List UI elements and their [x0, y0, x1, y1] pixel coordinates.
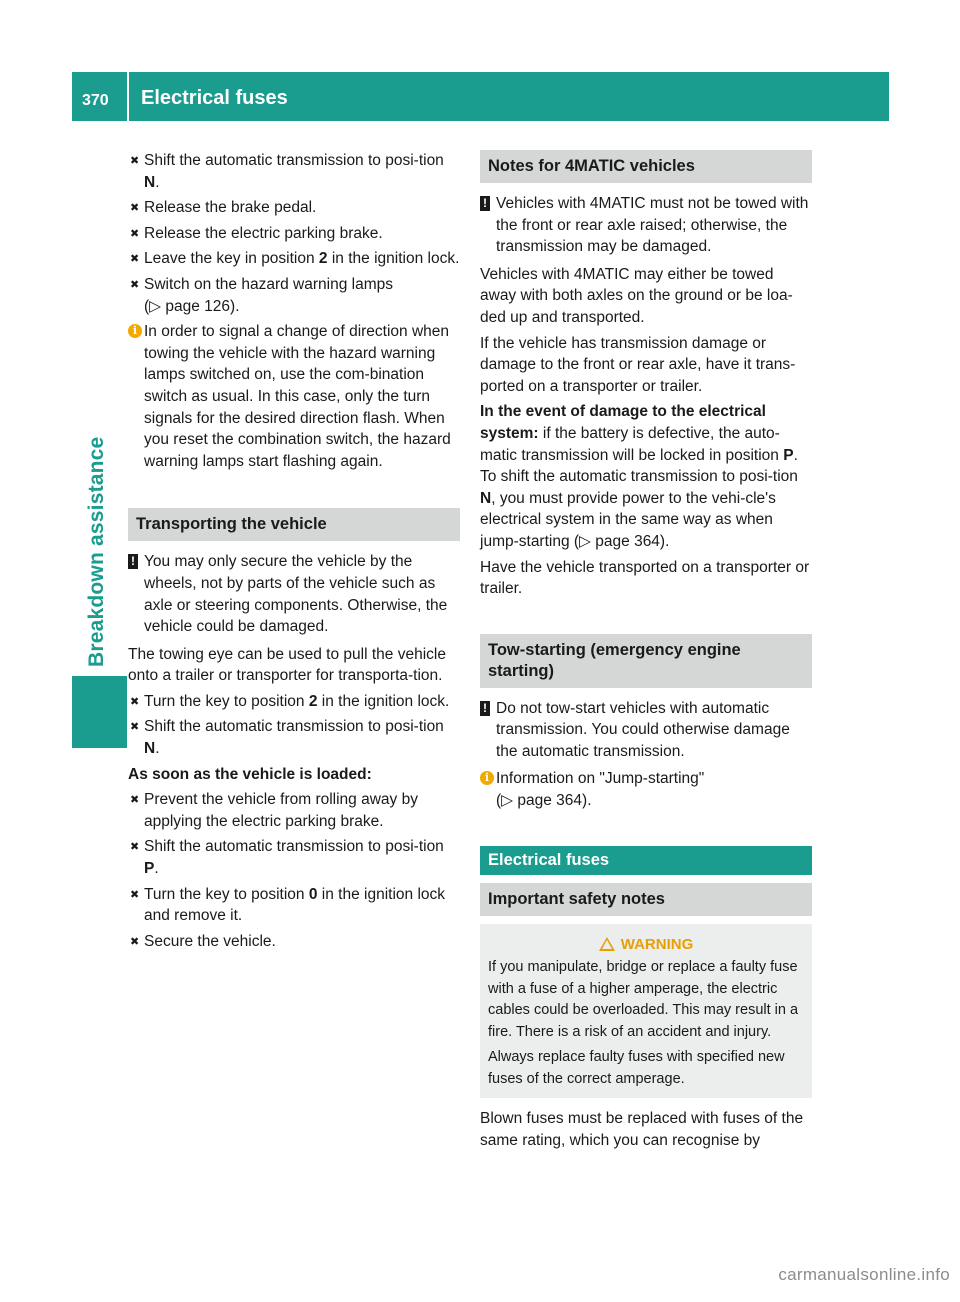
step-item: ✖ Turn the key to position 0 in the ignition lock and remove it. — [130, 885, 446, 925]
info-note: i Information on "Jump-starting" (▷ page 364). — [480, 768, 812, 811]
section-heading-transport: Transporting the vehicle — [128, 508, 460, 541]
page-title: Electrical fuses — [141, 87, 288, 109]
side-tab-marker — [72, 676, 127, 748]
watermark: carmanualsonline.info — [778, 1265, 950, 1285]
subheading-loaded: As soon as the vehicle is loaded: — [128, 765, 372, 783]
warning-heading: WARNING — [488, 934, 804, 956]
header-divider — [127, 72, 129, 121]
page-reference-link[interactable]: (▷ page 126). — [144, 297, 240, 315]
step-arrow-icon: ✖ — [130, 721, 140, 734]
step-arrow-icon: ✖ — [130, 695, 140, 708]
paragraph: If the vehicle has transmission damage or damage to the front or rear axle, have it trans-ported on a transporter or trailer. — [480, 334, 796, 395]
step-item: ✖ Shift the automatic transmission to posi-tion P. — [130, 838, 444, 878]
left-column — [128, 150, 460, 956]
step-arrow-icon: ✖ — [130, 202, 140, 215]
warning-text: If you manipulate, bridge or replace a faulty fuse with a fuse of a higher amperage, the electric cables could be overloaded. This may result in a fire. There is a risk of an accident and injury. — [488, 959, 799, 1040]
step-item: ✖ Leave the key in position 2 in the ignition lock. — [128, 248, 460, 270]
info-icon: i — [480, 771, 494, 785]
caution-note: ! Vehicles with 4MATIC must not be towed with the front or rear axle raised; otherwise, the transmission may be damaged. — [480, 193, 812, 258]
paragraph: Blown fuses must be replaced with fuses of the same rating, which you can recognise by — [480, 1110, 804, 1149]
warning-text: Always replace faulty fuses with specified new fuses of the correct amperage. — [488, 1049, 785, 1087]
step-arrow-icon: ✖ — [130, 888, 140, 901]
paragraph: Have the vehicle transported on a transporter or trailer. — [480, 558, 810, 598]
caution-note: ! Do not tow-start vehicles with automatic transmission. You could otherwise damage the automatic transmission. — [480, 698, 812, 763]
step-arrow-icon: ✖ — [130, 935, 140, 948]
info-note: i In order to signal a change of direction when towing the vehicle with the hazard warning lamps switched on, use the com-bination switch as usual. In this case, only the turn signals for the desired direction flash. When you reset the combination switch, the hazard warning lamps start flashing again. — [128, 321, 460, 472]
paragraph: Vehicles with 4MATIC may either be towed away with both axles on the ground or be loa-ded up and transported. — [480, 265, 793, 326]
step-arrow-icon: ✖ — [130, 794, 140, 807]
step-item: ✖ Secure the vehicle. — [128, 931, 460, 953]
info-icon: i — [128, 324, 142, 338]
step-arrow-icon: ✖ — [130, 278, 140, 291]
exclamation-icon: ! — [480, 196, 490, 211]
section-heading-4matic: Notes for 4MATIC vehicles — [480, 150, 812, 183]
step-arrow-icon: ✖ — [130, 253, 140, 266]
step-item: ✖ Release the brake pedal. — [128, 197, 460, 219]
paragraph: The towing eye can be used to pull the vehicle onto a trailer or transporter for transporta-tion. — [128, 645, 446, 685]
page-number: 370 — [82, 92, 109, 109]
warning-triangle-icon — [599, 937, 615, 951]
right-column — [480, 150, 812, 1155]
warning-box — [480, 924, 812, 1099]
exclamation-icon: ! — [128, 554, 138, 569]
step-item: ✖ Shift the automatic transmission to posi-tion N. — [130, 152, 444, 191]
page-reference-link[interactable]: (▷ page 364). — [496, 792, 592, 810]
exclamation-icon: ! — [480, 701, 490, 716]
section-heading-tow-starting: Tow-starting (emergency engine starting) — [480, 634, 812, 688]
caution-note: ! You may only secure the vehicle by the wheels, not by parts of the vehicle such as axle or steering components. Otherwise, the vehicle could be damaged. — [128, 551, 460, 637]
step-item: ✖ Switch on the hazard warning lamps (▷ page 126). — [130, 275, 393, 315]
step-item: ✖ Release the electric parking brake. — [128, 223, 460, 245]
side-tab-text: Breakdown assistance — [85, 436, 108, 667]
step-item: ✖ Prevent the vehicle from rolling away by applying the electric parking brake. — [130, 791, 418, 830]
step-item: ✖ Shift the automatic transmission to posi-tion N. — [130, 718, 444, 758]
section-heading-safety-notes: Important safety notes — [480, 883, 812, 916]
step-item: ✖ Turn the key to position 2 in the ignition lock. — [128, 691, 460, 713]
step-arrow-icon: ✖ — [130, 155, 140, 167]
step-arrow-icon: ✖ — [130, 227, 140, 240]
step-arrow-icon: ✖ — [130, 841, 140, 854]
paragraph: In the event of damage to the electrical system: if the battery is defective, the auto-matic transmission will be locked in position P. To shift the automatic transmission to posi-tion N, you must provide power to the vehi-cle's electrical system in the same way as when jump-starting (▷ page 364). — [480, 403, 798, 550]
section-heading-electrical-fuses: Electrical fuses — [480, 846, 812, 875]
